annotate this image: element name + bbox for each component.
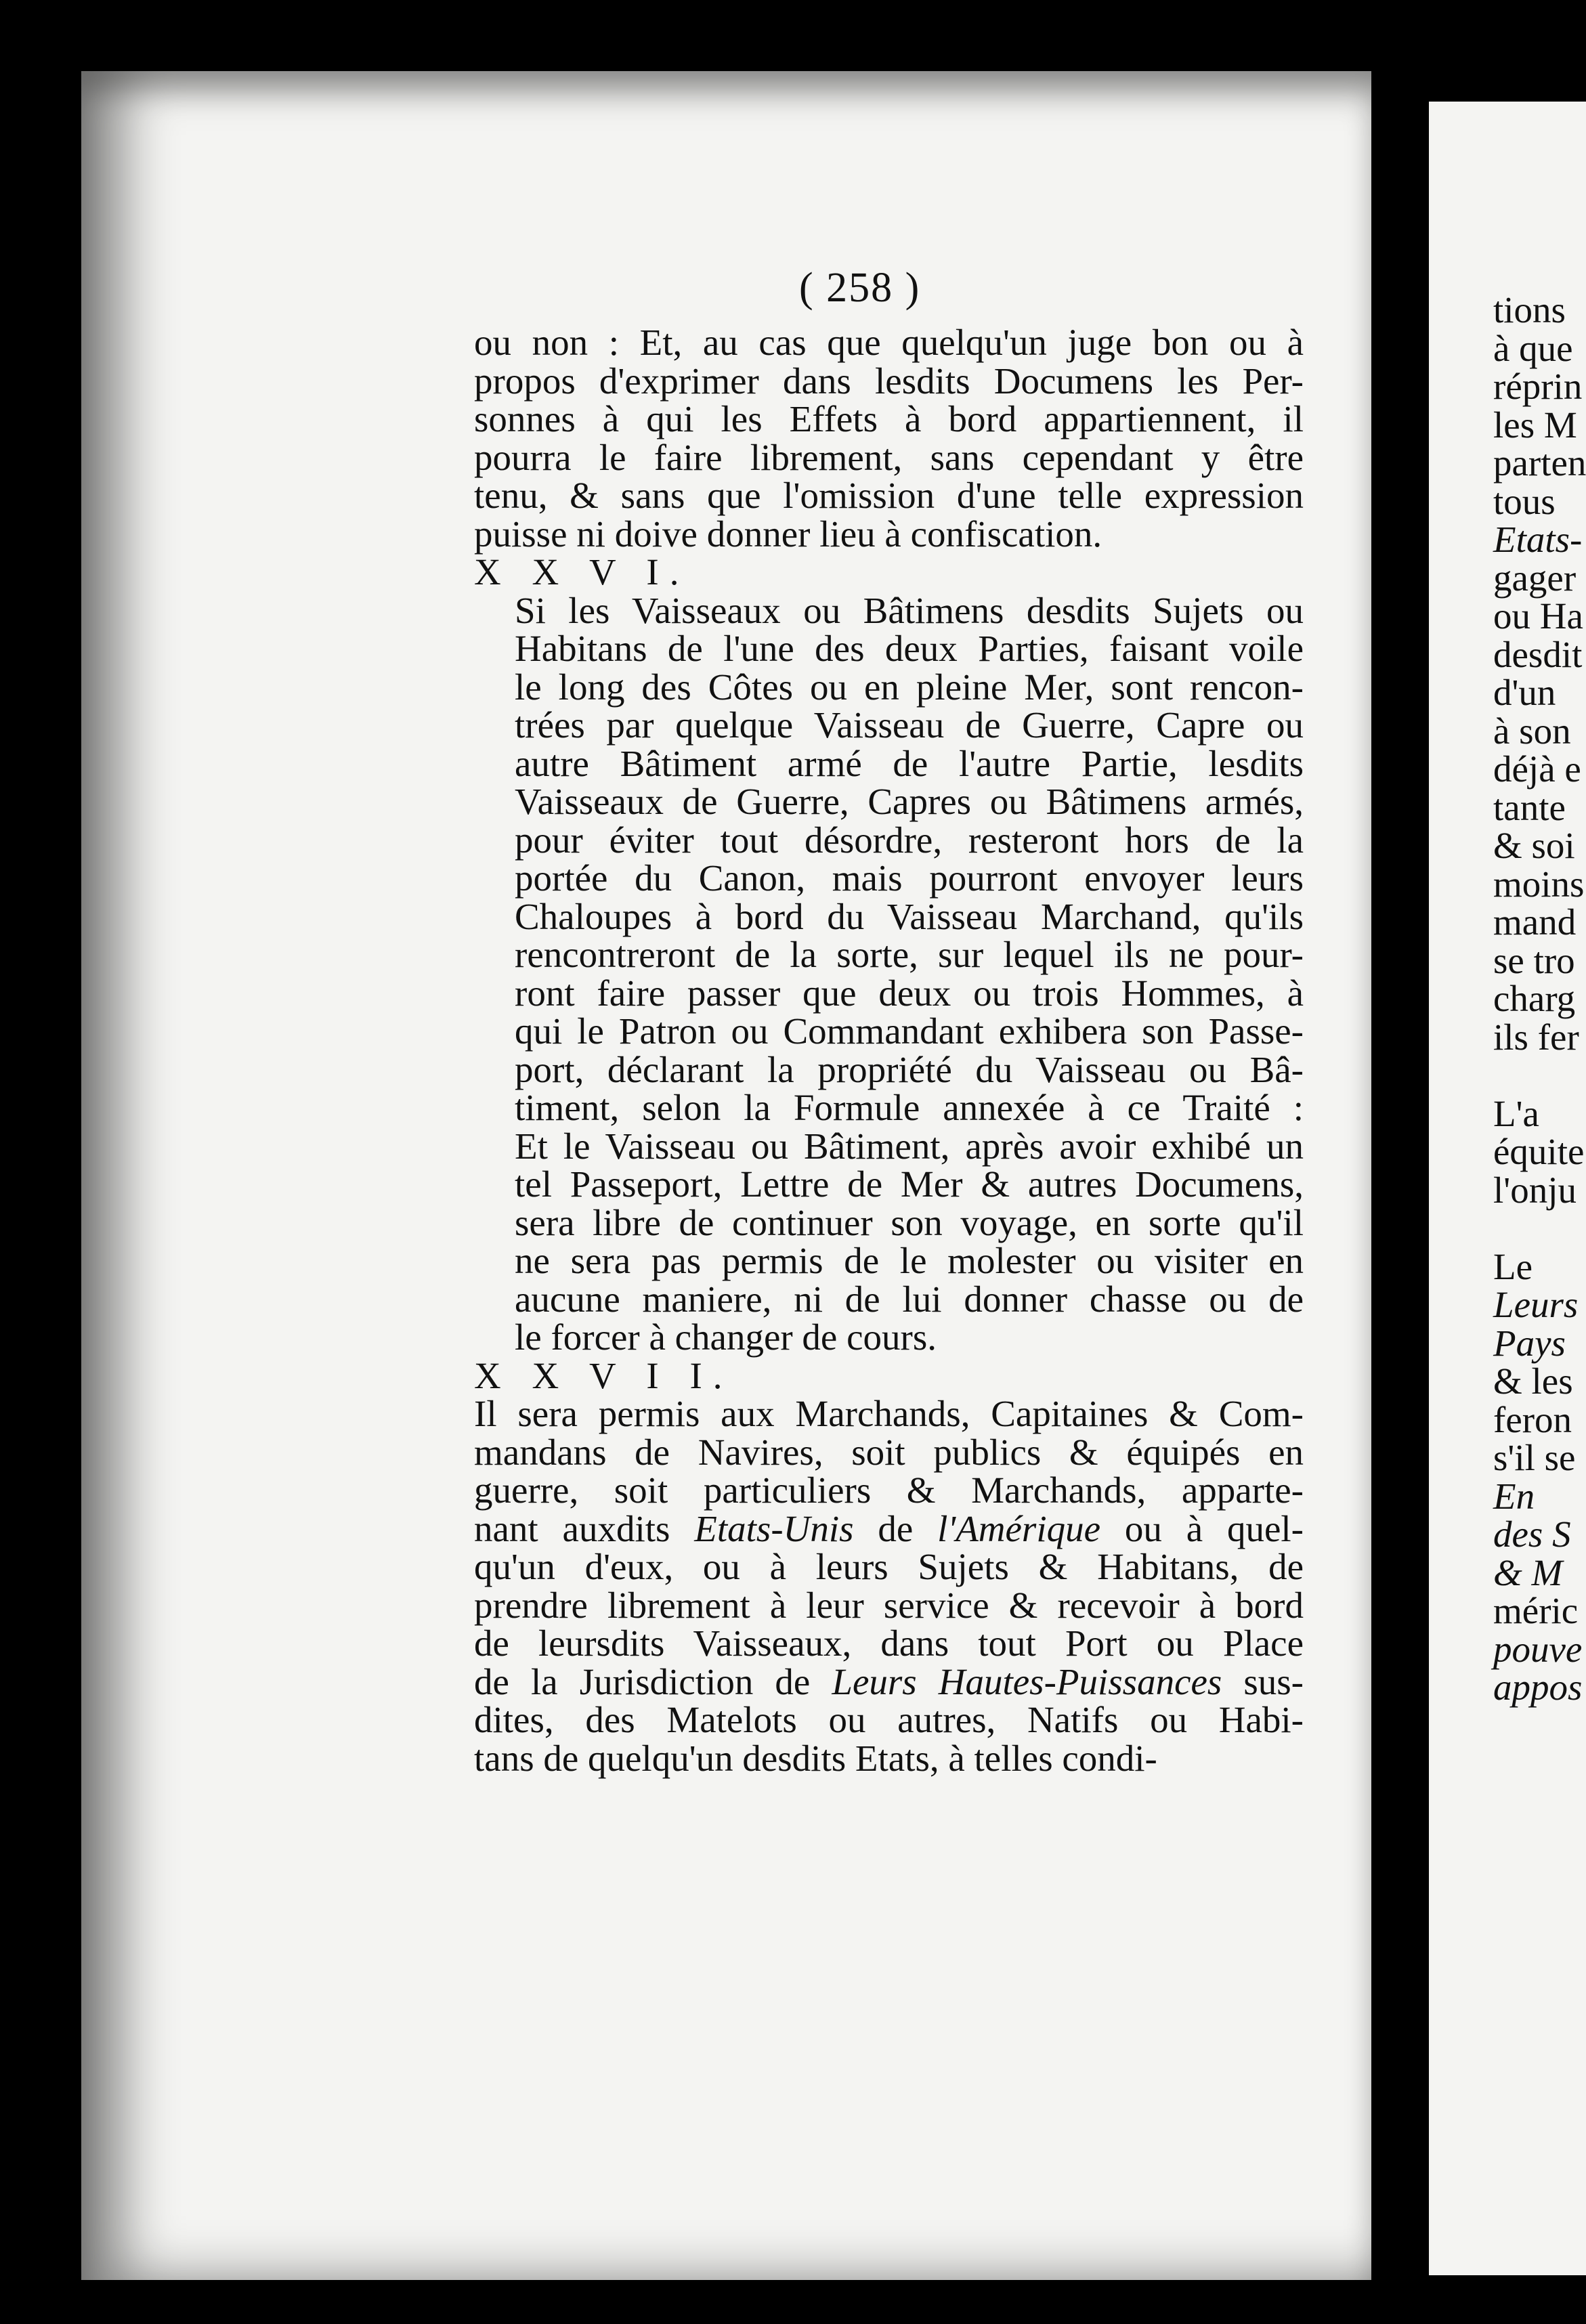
text-line: Habitans de l'une des deux Parties, faisant voile [515,628,1304,669]
right-page-line [1493,1056,1586,1095]
right-page-line: l'onju [1493,1169,1577,1211]
text-line: timent, selon la Formule annexée à ce Traité : [515,1087,1304,1128]
right-page-line: ils fer [1493,1016,1579,1058]
right-page-line: Leurs [1493,1284,1579,1325]
right-page-line [1493,1209,1586,1248]
page-number: ( 258 ) [799,265,921,311]
text-line: ou non : Et, au cas que quelqu'un juge bon ou à [474,322,1304,363]
article-heading-27: X X V I I. [474,1354,733,1396]
right-page-line: Pays [1493,1322,1566,1364]
text-line: ne sera pas permis de le molester ou visiter en [515,1240,1304,1281]
text-line: propos d'exprimer dans lesdits Documens les Per- [474,360,1304,402]
paragraph-continuation [474,324,1304,553]
right-page-line: à son [1493,710,1571,752]
right-page-line: des S [1493,1513,1571,1555]
text-line: Chaloupes à bord du Vaisseau Marchand, qu'ils [515,895,1304,937]
text-line: de la Jurisdiction de Leurs Hautes-Puissances sus- [474,1660,1304,1702]
text-line: qu'un d'eux, ou à leurs Sujets & Habitans, de [474,1546,1304,1587]
text-line: autre Bâtiment armé de l'autre Partie, lesdits [515,742,1304,784]
book-gutter [1371,0,1432,2324]
text-line: port, déclarant la propriété du Vaisseau ou Bâ- [515,1048,1304,1090]
text-line: qui le Patron ou Commandant exhibera son Passe- [515,1010,1304,1052]
right-page-line: équite [1493,1131,1585,1172]
text-line: pour éviter tout désordre, resteront hors de la [515,819,1304,861]
right-page-line: L'a [1493,1092,1539,1134]
right-page-line: & M [1493,1551,1563,1593]
text-line: rencontreront de la sorte, sur lequel ils ne pour- [515,934,1304,975]
right-page-line: à que [1493,327,1573,369]
right-page-line: réprin [1493,366,1583,407]
text-line: le long des Côtes ou en pleine Mer, sont rencon- [515,666,1304,708]
text-line: Vaisseaux de Guerre, Capres ou Bâtimens armés, [515,781,1304,822]
article-26-paragraph [474,589,1304,1358]
text-line: ront faire passer que deux ou trois Hommes, à [515,972,1304,1014]
text-line: puisse ni doive donner lieu à confiscation. [474,513,1102,555]
right-page-line: tante [1493,786,1566,828]
right-page-line: méric [1493,1590,1579,1631]
text-line: nant auxdits Etats-Unis de l'Amérique ou à quel- [474,1507,1304,1549]
right-page-line: feron [1493,1398,1572,1440]
text-line: prendre librement à leur service & recevoir à bord [474,1584,1304,1626]
right-page-line: les M [1493,404,1577,446]
text-line: Il sera permis aux Marchands, Capitaines & Com- [474,1393,1304,1434]
right-page-line: gager [1493,557,1577,599]
text-line: de leursdits Vaisseaux, dans tout Port ou Place [474,1622,1304,1664]
right-page-line: Etats- [1493,519,1583,560]
right-page-line: parten [1493,442,1586,483]
text-line: Si les Vaisseaux ou Bâtimens desdits Sujets ou [515,589,1304,631]
right-page-line: déjà e [1493,748,1581,790]
article-27-paragraph [474,1395,1304,1778]
right-page-line: & soi [1493,825,1575,866]
text-line: pourra le faire librement, sans cependant y être [474,436,1304,478]
right-page-line: desdit [1493,633,1583,675]
text-line: aucune maniere, ni de lui donner chasse ou de [515,1278,1304,1320]
text-line: tenu, & sans que l'omission d'une telle expression [474,475,1304,516]
right-page-line: tions [1493,289,1566,330]
page-body [474,324,1304,1778]
text-line: portée du Canon, mais pourront envoyer leurs [515,857,1304,899]
article-heading-26: X X V I. [474,551,690,593]
text-line: tans de quelqu'un desdits Etats, à telles condi- [474,1737,1157,1779]
text-line: sonnes à qui les Effets à bord appartiennent, il [474,398,1304,439]
right-page-line: ou Ha [1493,595,1583,637]
right-page-line: se tro [1493,939,1575,981]
text-line: mandans de Navires, soit publics & équipés en [474,1431,1304,1473]
text-line: Et le Vaisseau ou Bâtiment, après avoir exhibé un [515,1125,1304,1167]
right-page-line: En [1493,1475,1535,1517]
right-page [1429,102,1586,2275]
right-page-line: moins [1493,863,1585,905]
right-page-line: pouve [1493,1628,1583,1670]
right-page-line: s'il se [1493,1437,1576,1478]
text-line: dites, des Matelots ou autres, Natifs ou Habi- [474,1699,1304,1740]
right-page-line: d'un [1493,672,1556,713]
text-line: le forcer à changer de cours. [515,1316,937,1358]
right-page-line: tous [1493,480,1556,522]
text-line: tel Passeport, Lettre de Mer & autres Documens, [515,1163,1304,1205]
right-page-line: mand [1493,901,1577,943]
right-page-line: Le [1493,1245,1533,1287]
text-line: guerre, soit particuliers & Marchands, apparte- [474,1469,1304,1511]
text-line: trées par quelque Vaisseau de Guerre, Capre ou [515,704,1304,746]
text-line: sera libre de continuer son voyage, en sorte qu'il [515,1201,1304,1243]
right-page-line: & les [1493,1360,1573,1402]
right-page-line: appos [1493,1666,1583,1708]
right-page-line: charg [1493,978,1576,1019]
right-page-text-fragments [1493,291,1586,1707]
